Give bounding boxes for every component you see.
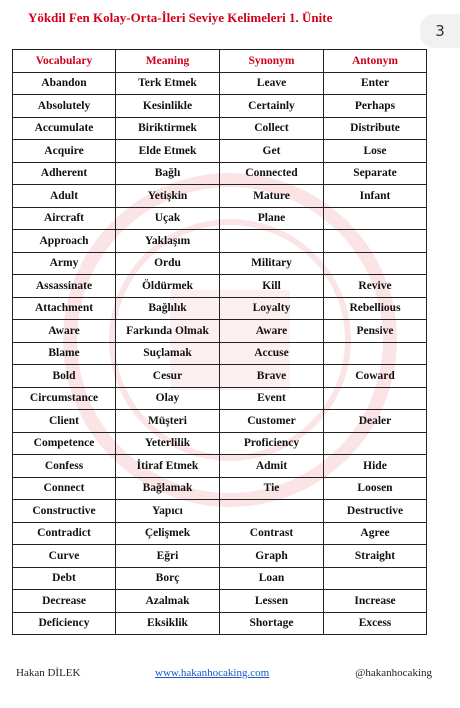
antonym-cell: Agree [324, 522, 427, 545]
antonym-cell [324, 387, 427, 410]
meaning-cell: Borç [116, 567, 220, 590]
table-row [13, 275, 427, 298]
table-row [13, 207, 427, 230]
vocabulary-cell: Contradict [13, 522, 116, 545]
antonym-cell: Pensive [324, 320, 427, 343]
antonym-cell: Distribute [324, 117, 427, 140]
meaning-cell: Cesur [116, 365, 220, 388]
vocabulary-cell: Absolutely [13, 95, 116, 118]
meaning-cell: Terk Etmek [116, 72, 220, 95]
synonym-cell: Event [220, 387, 324, 410]
synonym-cell: Tie [220, 477, 324, 500]
table-row [13, 185, 427, 208]
antonym-cell: Straight [324, 545, 427, 568]
vocabulary-cell: Aware [13, 320, 116, 343]
vocabulary-cell: Circumstance [13, 387, 116, 410]
meaning-cell: Biriktirmek [116, 117, 220, 140]
antonym-cell: Dealer [324, 410, 427, 433]
table-row [13, 365, 427, 388]
vocabulary-cell: Attachment [13, 297, 116, 320]
page-title: Yökdil Fen Kolay-Orta-İleri Seviye Kelimeleri 1. Ünite [28, 10, 333, 25]
column-header-vocabulary: Vocabulary [13, 50, 116, 73]
antonym-cell: Destructive [324, 500, 427, 523]
antonym-cell [324, 207, 427, 230]
synonym-cell: Leave [220, 72, 324, 95]
meaning-cell: Yetişkin [116, 185, 220, 208]
synonym-cell [220, 230, 324, 253]
antonym-cell [324, 567, 427, 590]
synonym-cell [220, 500, 324, 523]
meaning-cell: Suçlamak [116, 342, 220, 365]
meaning-cell: İtiraf Etmek [116, 455, 220, 478]
table-row [13, 410, 427, 433]
vocabulary-cell: Bold [13, 365, 116, 388]
antonym-cell: Separate [324, 162, 427, 185]
synonym-cell: Brave [220, 365, 324, 388]
vocabulary-cell: Aircraft [13, 207, 116, 230]
footer-website-link[interactable]: www.hakanhocaking.com [155, 667, 270, 679]
meaning-cell: Yapıcı [116, 500, 220, 523]
table-row [13, 432, 427, 455]
synonym-cell: Mature [220, 185, 324, 208]
synonym-cell: Plane [220, 207, 324, 230]
synonym-cell: Customer [220, 410, 324, 433]
vocabulary-cell: Army [13, 252, 116, 275]
antonym-cell: Revive [324, 275, 427, 298]
vocabulary-cell: Accumulate [13, 117, 116, 140]
synonym-cell: Contrast [220, 522, 324, 545]
vocabulary-cell: Deficiency [13, 612, 116, 635]
antonym-cell: Excess [324, 612, 427, 635]
meaning-cell: Azalmak [116, 590, 220, 613]
antonym-cell: Loosen [324, 477, 427, 500]
column-header-synonym: Synonym [220, 50, 324, 73]
meaning-cell: Müşteri [116, 410, 220, 433]
table-row [13, 140, 427, 163]
vocabulary-cell: Debt [13, 567, 116, 590]
vocabulary-cell: Confess [13, 455, 116, 478]
synonym-cell: Certainly [220, 95, 324, 118]
table-row [13, 95, 427, 118]
meaning-cell: Yaklaşım [116, 230, 220, 253]
meaning-cell: Farkında Olmak [116, 320, 220, 343]
antonym-cell [324, 230, 427, 253]
meaning-cell: Öldürmek [116, 275, 220, 298]
table-header-row [13, 50, 427, 73]
vocabulary-cell: Connect [13, 477, 116, 500]
synonym-cell: Shortage [220, 612, 324, 635]
antonym-cell [324, 432, 427, 455]
table-row [13, 455, 427, 478]
column-header-antonym: Antonym [324, 50, 427, 73]
table-row [13, 522, 427, 545]
table-row [13, 545, 427, 568]
antonym-cell: Lose [324, 140, 427, 163]
antonym-cell [324, 342, 427, 365]
vocabulary-table [12, 49, 427, 635]
synonym-cell: Accuse [220, 342, 324, 365]
antonym-cell: Infant [324, 185, 427, 208]
vocabulary-cell: Assassinate [13, 275, 116, 298]
synonym-cell: Military [220, 252, 324, 275]
footer-handle: @hakanhocaking [355, 667, 432, 679]
table-row [13, 117, 427, 140]
synonym-cell: Lessen [220, 590, 324, 613]
table-row [13, 500, 427, 523]
table-row [13, 477, 427, 500]
antonym-cell: Increase [324, 590, 427, 613]
meaning-cell: Bağlılık [116, 297, 220, 320]
antonym-cell: Perhaps [324, 95, 427, 118]
vocabulary-cell: Approach [13, 230, 116, 253]
vocabulary-cell: Competence [13, 432, 116, 455]
table-row [13, 320, 427, 343]
table-row [13, 590, 427, 613]
meaning-cell: Kesinlikle [116, 95, 220, 118]
antonym-cell: Hide [324, 455, 427, 478]
table-row [13, 387, 427, 410]
meaning-cell: Yeterlilik [116, 432, 220, 455]
vocabulary-cell: Constructive [13, 500, 116, 523]
table-body [13, 72, 427, 635]
vocabulary-cell: Adult [13, 185, 116, 208]
meaning-cell: Olay [116, 387, 220, 410]
table-row [13, 612, 427, 635]
synonym-cell: Admit [220, 455, 324, 478]
page-number-badge: 3 [420, 14, 460, 48]
table-row [13, 342, 427, 365]
meaning-cell: Bağlı [116, 162, 220, 185]
footer-author: Hakan DİLEK [16, 667, 81, 679]
meaning-cell: Eğri [116, 545, 220, 568]
meaning-cell: Ordu [116, 252, 220, 275]
synonym-cell: Loyalty [220, 297, 324, 320]
synonym-cell: Aware [220, 320, 324, 343]
synonym-cell: Proficiency [220, 432, 324, 455]
vocabulary-cell: Adherent [13, 162, 116, 185]
vocabulary-cell: Acquire [13, 140, 116, 163]
vocabulary-cell: Blame [13, 342, 116, 365]
antonym-cell: Enter [324, 72, 427, 95]
synonym-cell: Collect [220, 117, 324, 140]
table-row [13, 162, 427, 185]
meaning-cell: Eksiklik [116, 612, 220, 635]
antonym-cell: Rebellious [324, 297, 427, 320]
vocabulary-cell: Curve [13, 545, 116, 568]
table-row [13, 72, 427, 95]
meaning-cell: Elde Etmek [116, 140, 220, 163]
antonym-cell: Coward [324, 365, 427, 388]
vocabulary-cell: Client [13, 410, 116, 433]
column-header-meaning: Meaning [116, 50, 220, 73]
synonym-cell: Loan [220, 567, 324, 590]
synonym-cell: Connected [220, 162, 324, 185]
antonym-cell [324, 252, 427, 275]
table-row [13, 297, 427, 320]
synonym-cell: Kill [220, 275, 324, 298]
vocabulary-cell: Abandon [13, 72, 116, 95]
meaning-cell: Uçak [116, 207, 220, 230]
meaning-cell: Bağlamak [116, 477, 220, 500]
vocabulary-cell: Decrease [13, 590, 116, 613]
table-row [13, 252, 427, 275]
table-row [13, 230, 427, 253]
table-row [13, 567, 427, 590]
synonym-cell: Get [220, 140, 324, 163]
meaning-cell: Çelişmek [116, 522, 220, 545]
synonym-cell: Graph [220, 545, 324, 568]
